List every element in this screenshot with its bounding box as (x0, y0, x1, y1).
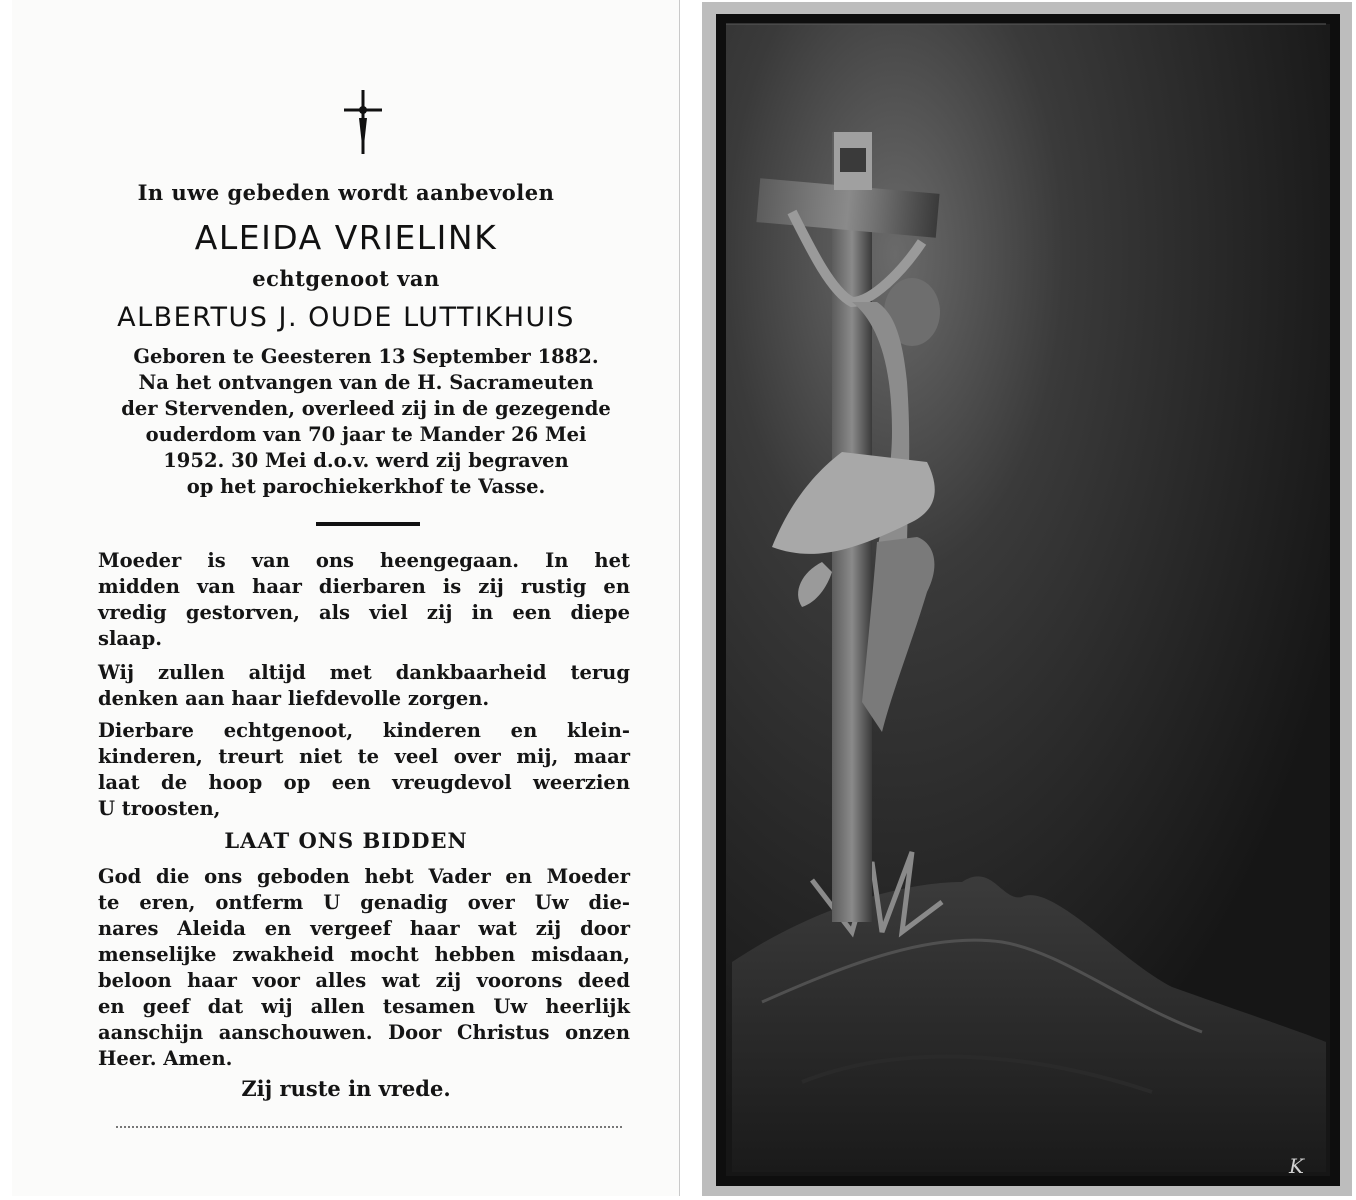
prayer-line: Heer. Amen. (98, 1047, 233, 1070)
prayer-heading: LAAT ONS BIDDEN (224, 828, 468, 853)
prayer-line: nares Aleida en vergeef haar wat zij door (98, 917, 630, 940)
dotted-rule (116, 1126, 622, 1128)
paragraph-line: denken aan haar liefdevolle zorgen. (98, 687, 490, 710)
paragraph-gratitude (98, 660, 630, 712)
prayer-line: aanschijn aanschouwen. Door Christus onzen (98, 1021, 630, 1044)
paragraph-line: slaap. (98, 627, 163, 650)
paragraph-line: Moeder is van ons heengegaan. In het (98, 549, 630, 572)
spouse-intro: echtgenoot van (252, 266, 440, 291)
artist-mark: K (1289, 1154, 1304, 1178)
paragraph-family (98, 718, 630, 822)
paragraph-line: Wij zullen altijd met dankbaarheid terug (98, 661, 630, 684)
biography-line: ouderdom van 70 jaar te Mander 26 Mei (145, 423, 587, 446)
prayer-line: God die ons geboden hebt Vader en Moeder (98, 865, 630, 888)
prayer-line: menselijke zwakheid mocht hebben misdaan, (98, 943, 630, 966)
prayer-line: te eren, ontferm U genadig over Uw die- (98, 891, 630, 914)
paragraph-mother (98, 548, 630, 652)
biography-line: op het parochiekerkhof te Vasse. (186, 475, 546, 498)
biography-line: Geboren te Geesteren 13 September 1882. (133, 345, 599, 368)
prayer-line: en geef dat wij allen tesamen Uw heerlijk (98, 995, 630, 1018)
crucifix-illustration (702, 2, 1352, 1196)
paragraph-line: vredig gestorven, als viel zij in een diepe (98, 601, 630, 624)
biography-line: 1952. 30 Mei d.o.v. werd zij begraven (163, 449, 569, 472)
prayer-text (98, 864, 630, 1072)
biography (92, 344, 640, 500)
crucifix-picture-panel (702, 2, 1352, 1196)
divider (316, 522, 420, 526)
intro-line: In uwe gebeden wordt aanbevolen (137, 180, 555, 205)
deceased-name: ALEIDA VRIELINK (194, 218, 498, 257)
paragraph-line: kinderen, treurt niet te veel over mij, maar (98, 745, 630, 768)
paragraph-line: midden van haar dierbaren is zij rustig en (98, 575, 630, 598)
closing-line: Zij ruste in vrede. (241, 1076, 451, 1101)
paragraph-line: laat de hoop op een vreugdevol weerzien (98, 771, 630, 794)
memorial-card-text (12, 0, 680, 1196)
paragraph-line: U troosten, (98, 797, 221, 820)
biography-line: Na het ontvangen van de H. Sacrameuten (138, 371, 594, 394)
spouse-name: ALBERTUS J. OUDE LUTTIKHUIS (117, 302, 575, 333)
cross-icon (340, 88, 386, 158)
biography-line: der Stervenden, overleed zij in de gezegende (121, 397, 611, 420)
paragraph-line: Dierbare echtgenoot, kinderen en klein- (98, 719, 630, 742)
prayer-line: beloon haar voor alles wat zij voorons deed (98, 969, 630, 992)
